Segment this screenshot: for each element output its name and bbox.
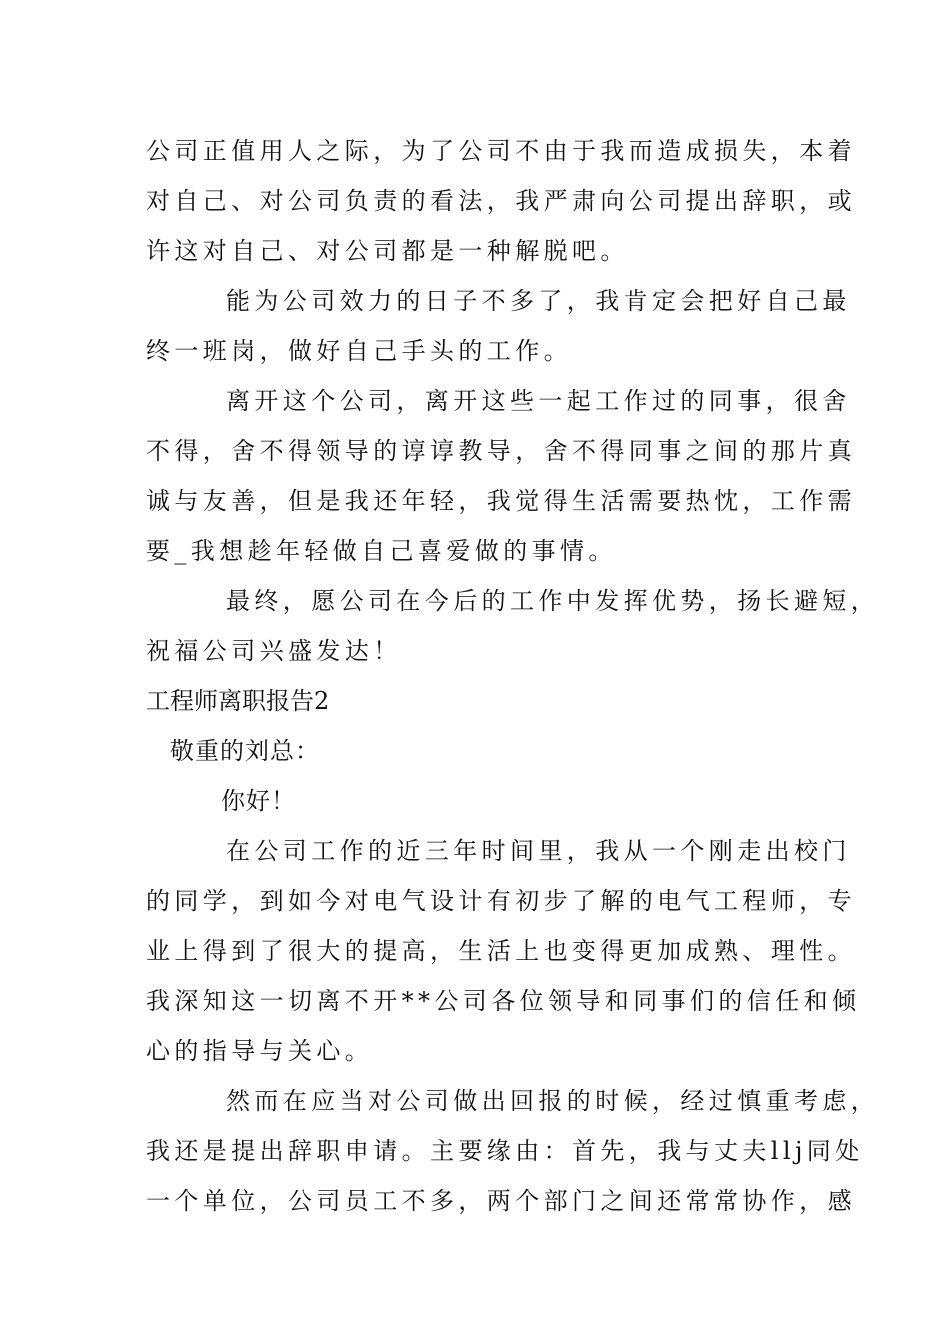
text-line: 许这对自己、对公司都是一种解脱吧。 (146, 237, 629, 265)
text-line: 离开这个公司，离开这些一起工作过的同事，很舍 (226, 387, 851, 415)
text-line: 终一班岗，做好自己手头的工作。 (146, 337, 572, 365)
text-line: 要_我想趁年轻做自己喜爱做的事情。 (146, 537, 617, 565)
text-line: 不得，舍不得领导的谆谆教导，舍不得同事之间的那片真 (146, 437, 856, 465)
section-heading: 工程师离职报告2 (146, 687, 330, 715)
text-line: 对自己、对公司负责的看法，我严肃向公司提出辞职，或 (146, 187, 856, 215)
text-line: 心的指导与关心。 (146, 1037, 374, 1065)
salutation: 敬重的刘总： (170, 737, 320, 765)
greeting: 你好！ (221, 787, 296, 815)
text-line: 业上得到了很大的提高，生活上也变得更加成熟、理性。 (146, 937, 856, 965)
text-line: 我深知这一切离不开**公司各位领导和同事们的信任和倾 (146, 987, 861, 1015)
text-line: 最终，愿公司在今后的工作中发挥优势，扬长避短， (226, 587, 880, 615)
text-line: 一个单位，公司员工不多，两个部门之间还常常协作，感 (146, 1187, 856, 1215)
text-line: 祝福公司兴盛发达！ (146, 637, 402, 665)
text-line: 我还是提出辞职申请。主要缘由：首先，我与丈夫llj同处 (146, 1137, 864, 1165)
text-line: 在公司工作的近三年时间里，我从一个刚走出校门 (226, 837, 851, 865)
text-line: 的同学，到如今对电气设计有初步了解的电气工程师，专 (146, 887, 856, 915)
text-line: 然而在应当对公司做出回报的时候，经过慎重考虑， (226, 1087, 880, 1115)
text-line: 公司正值用人之际，为了公司不由于我而造成损失，本着 (146, 137, 856, 165)
text-line: 能为公司效力的日子不多了，我肯定会把好自己最 (226, 287, 851, 315)
text-line: 诚与友善，但是我还年轻，我觉得生活需要热忱，工作需 (146, 487, 856, 515)
